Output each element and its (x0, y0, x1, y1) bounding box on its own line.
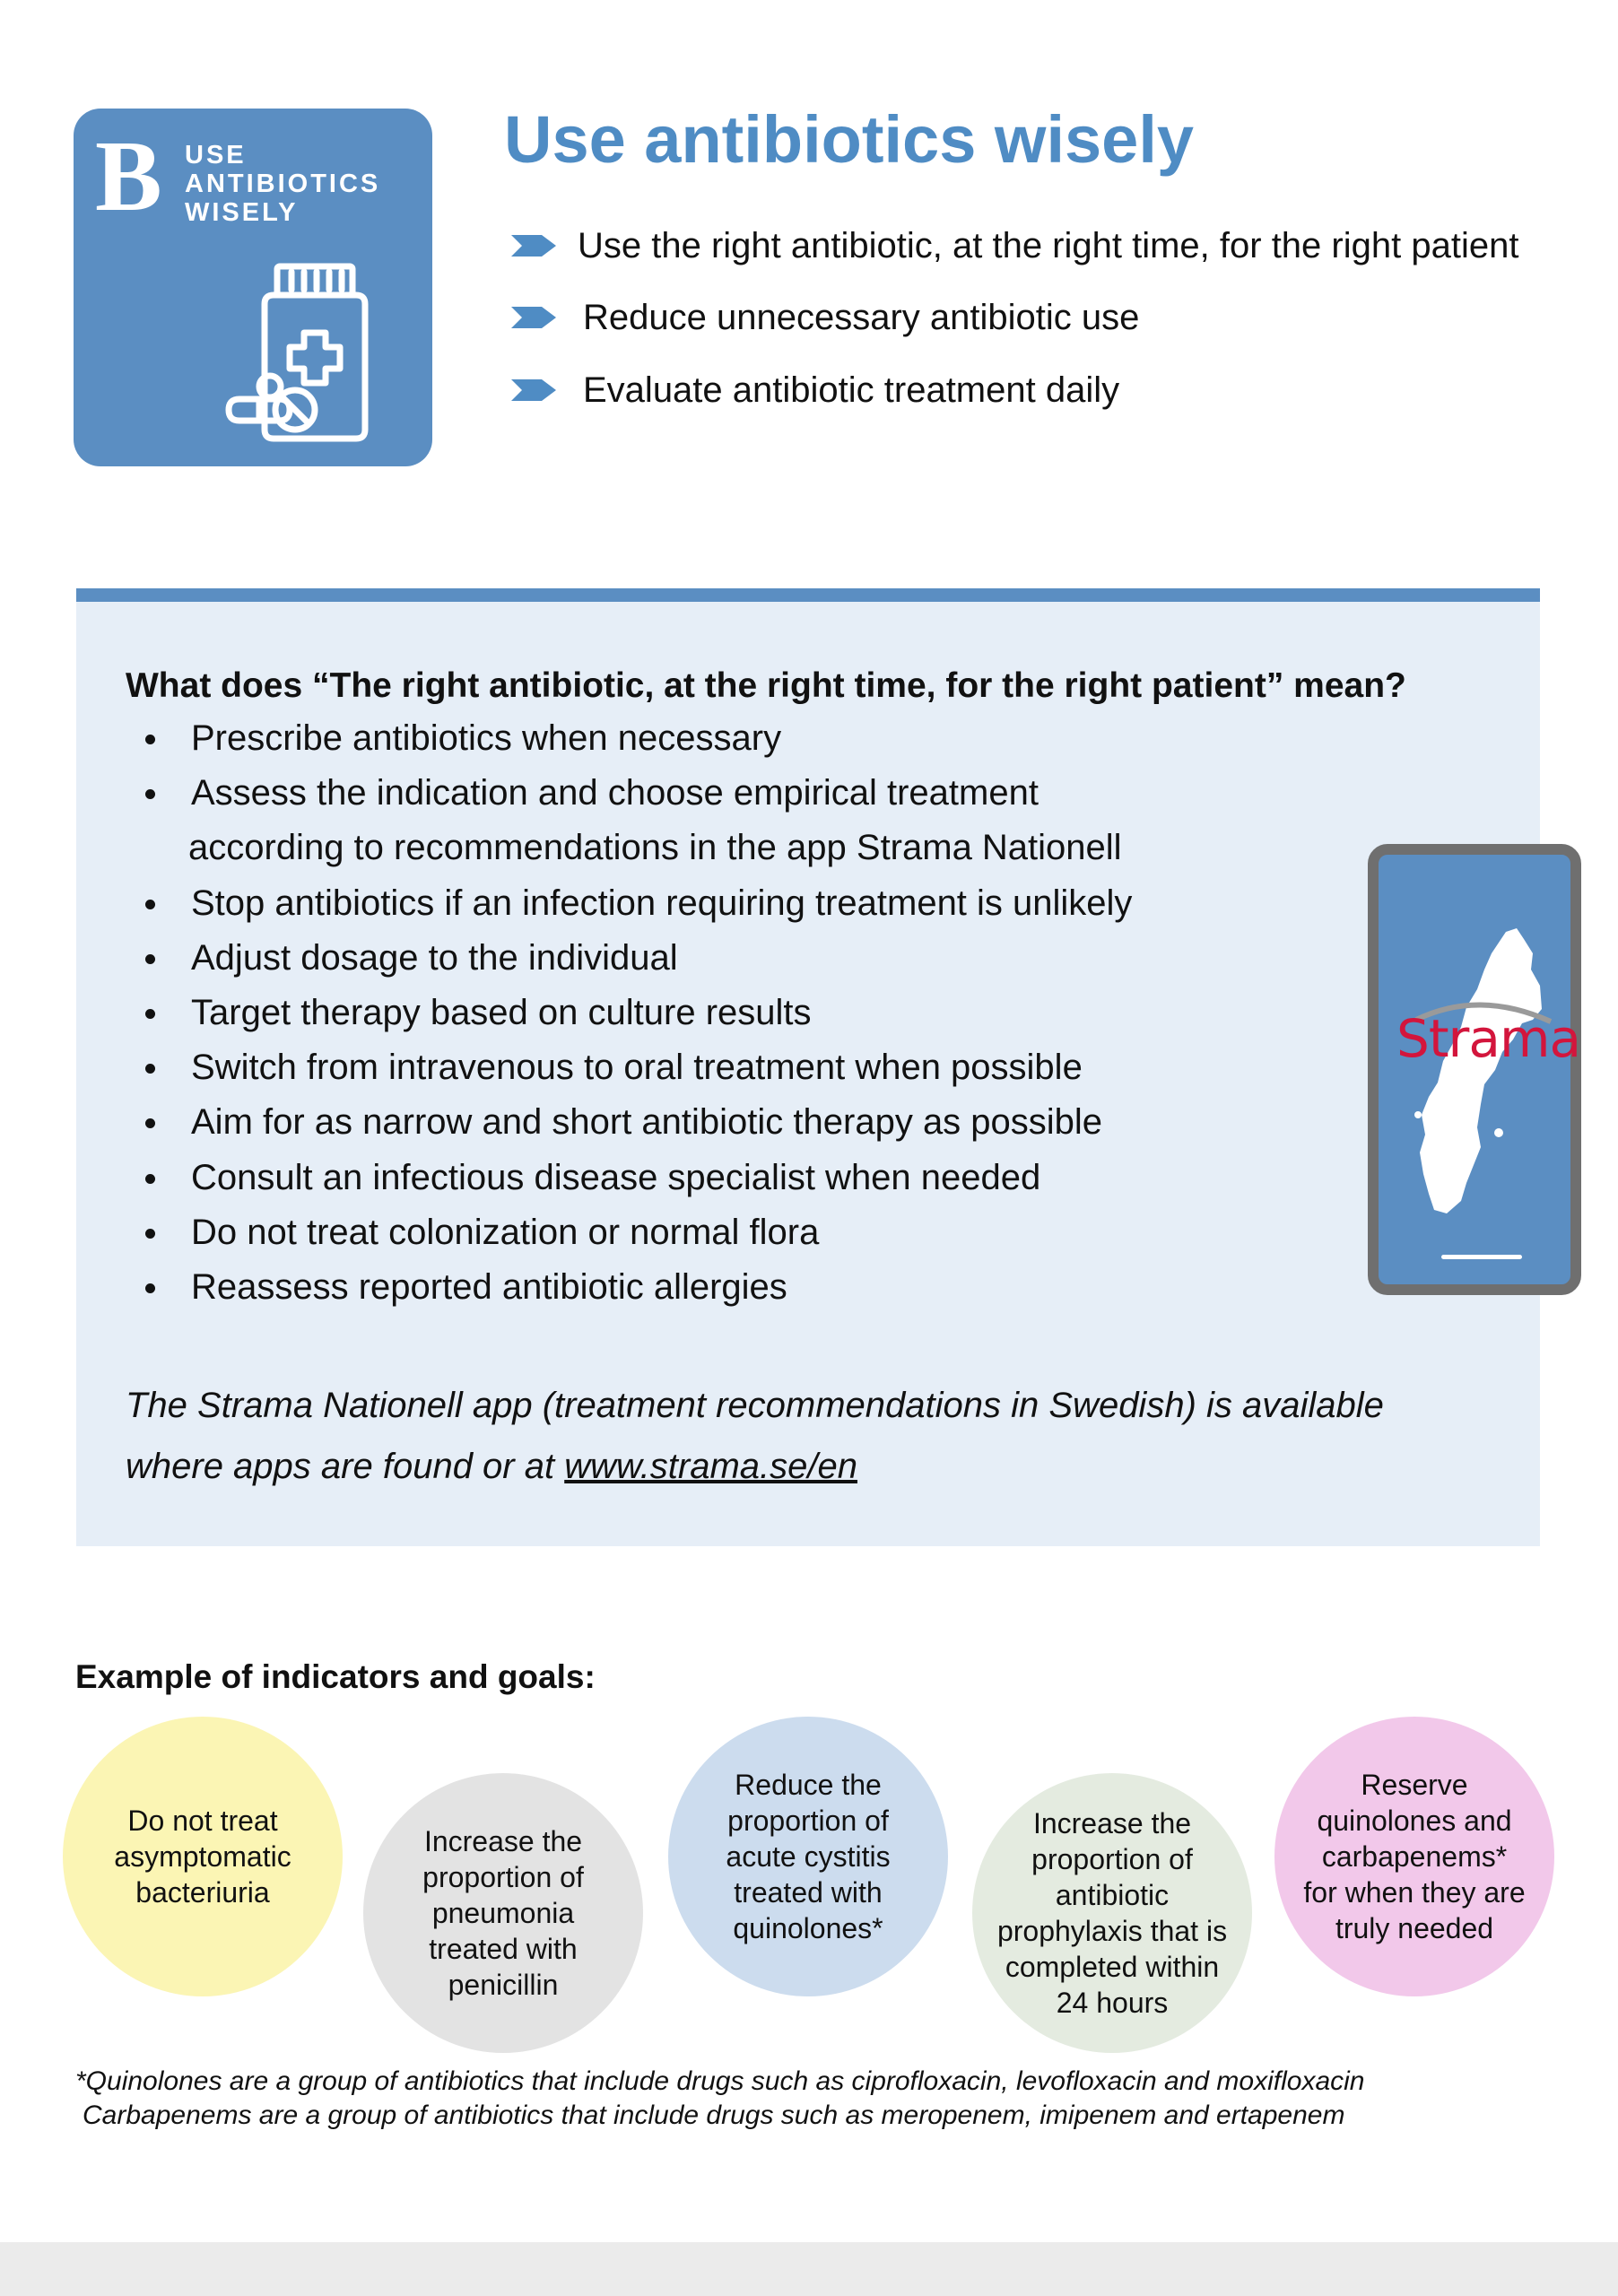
header-bullet-text: Evaluate antibiotic treatment daily (583, 370, 1120, 410)
page-title: Use antibiotics wisely (504, 102, 1195, 177)
list-item: Stop antibiotics if an infection requiring treatment is unlikely (126, 876, 1132, 931)
list-item: Prescribe antibiotics when necessary (126, 711, 1132, 766)
footnote-carbapenems: Carbapenems are a group of antibiotics that include drugs such as meropenem, imipenem and ertapenem (83, 2100, 1345, 2130)
panel-heading: What does “The right antibiotic, at the right time, for the right patient” mean? (126, 666, 1406, 705)
badge-line-3: WISELY (185, 198, 299, 227)
goal-circle (363, 1773, 643, 2053)
header-bullet (511, 291, 1139, 344)
pill-bottle-icon (222, 263, 401, 442)
home-indicator (1441, 1255, 1522, 1259)
info-panel (76, 588, 1540, 1546)
list-item: Consult an infectious disease specialist when needed (126, 1151, 1132, 1205)
goal-circle (668, 1717, 948, 1996)
phone-illustration (1368, 844, 1581, 1295)
footer-band (0, 2242, 1618, 2296)
badge-line-1: USE (185, 141, 247, 170)
list-item: Reassess reported antibiotic allergies (126, 1260, 1132, 1315)
chevron-right-icon (511, 379, 556, 401)
strama-link[interactable]: www.strama.se/en (564, 1447, 857, 1486)
list-item: Aim for as narrow and short antibiotic therapy as possible (126, 1095, 1132, 1150)
goal-text: Increase the proportion of pneumonia treated with penicillin (422, 1825, 584, 2001)
list-item: Switch from intravenous to oral treatment when possible (126, 1040, 1132, 1095)
section-badge (74, 109, 432, 466)
badge-line-2: ANTIBIOTICS (185, 170, 381, 198)
goals-heading: Example of indicators and goals: (75, 1658, 596, 1695)
header-bullet-text: Use the right antibiotic, at the right time, for the right patient (578, 225, 1519, 265)
goal-circle (972, 1773, 1252, 2053)
recommendation-list (126, 711, 1132, 1315)
chevron-right-icon (511, 307, 556, 328)
goal-circle (1274, 1717, 1554, 1996)
header-bullet (511, 219, 1518, 273)
list-item-continuation: according to recommendations in the app Strama Nationell (188, 828, 1122, 868)
footnote-quinolones: *Quinolones are a group of antibiotics that include drugs such as ciprofloxacin, levofloxacin and moxifloxacin (75, 2066, 1365, 2096)
app-note-line-1: The Strama Nationell app (treatment recommendations in Swedish) is available (126, 1386, 1384, 1425)
goal-text: Increase the proportion of antibiotic prophylaxis that is completed within 24 hours (996, 1807, 1228, 2019)
goal-text: Reserve quinolones and carbapenems* for when they are truly needed (1303, 1769, 1526, 1944)
strama-logo: Strama (1396, 1008, 1580, 1069)
list-item: Do not treat colonization or normal flora (126, 1205, 1132, 1260)
header-bullet-text: Reduce unnecessary antibiotic use (583, 297, 1140, 337)
goal-text: Do not treat asymptomatic bacteriuria (114, 1805, 291, 1909)
header-bullet (511, 363, 1119, 417)
sweden-map-icon (1398, 926, 1560, 1222)
chevron-right-icon (511, 235, 556, 257)
goal-text: Reduce the proportion of acute cystitis treated with quinolones* (726, 1769, 891, 1944)
app-note-line-2 (126, 1436, 1384, 1497)
list-item: Adjust dosage to the individual (126, 931, 1132, 986)
goal-circle (63, 1717, 343, 1996)
list-item: Target therapy based on culture results (126, 986, 1132, 1040)
list-item: Assess the indication and choose empirical treatment (126, 766, 1132, 821)
app-note-prefix: where apps are found or at (126, 1447, 565, 1486)
app-note (126, 1375, 1384, 1497)
badge-letter: B (95, 121, 162, 232)
